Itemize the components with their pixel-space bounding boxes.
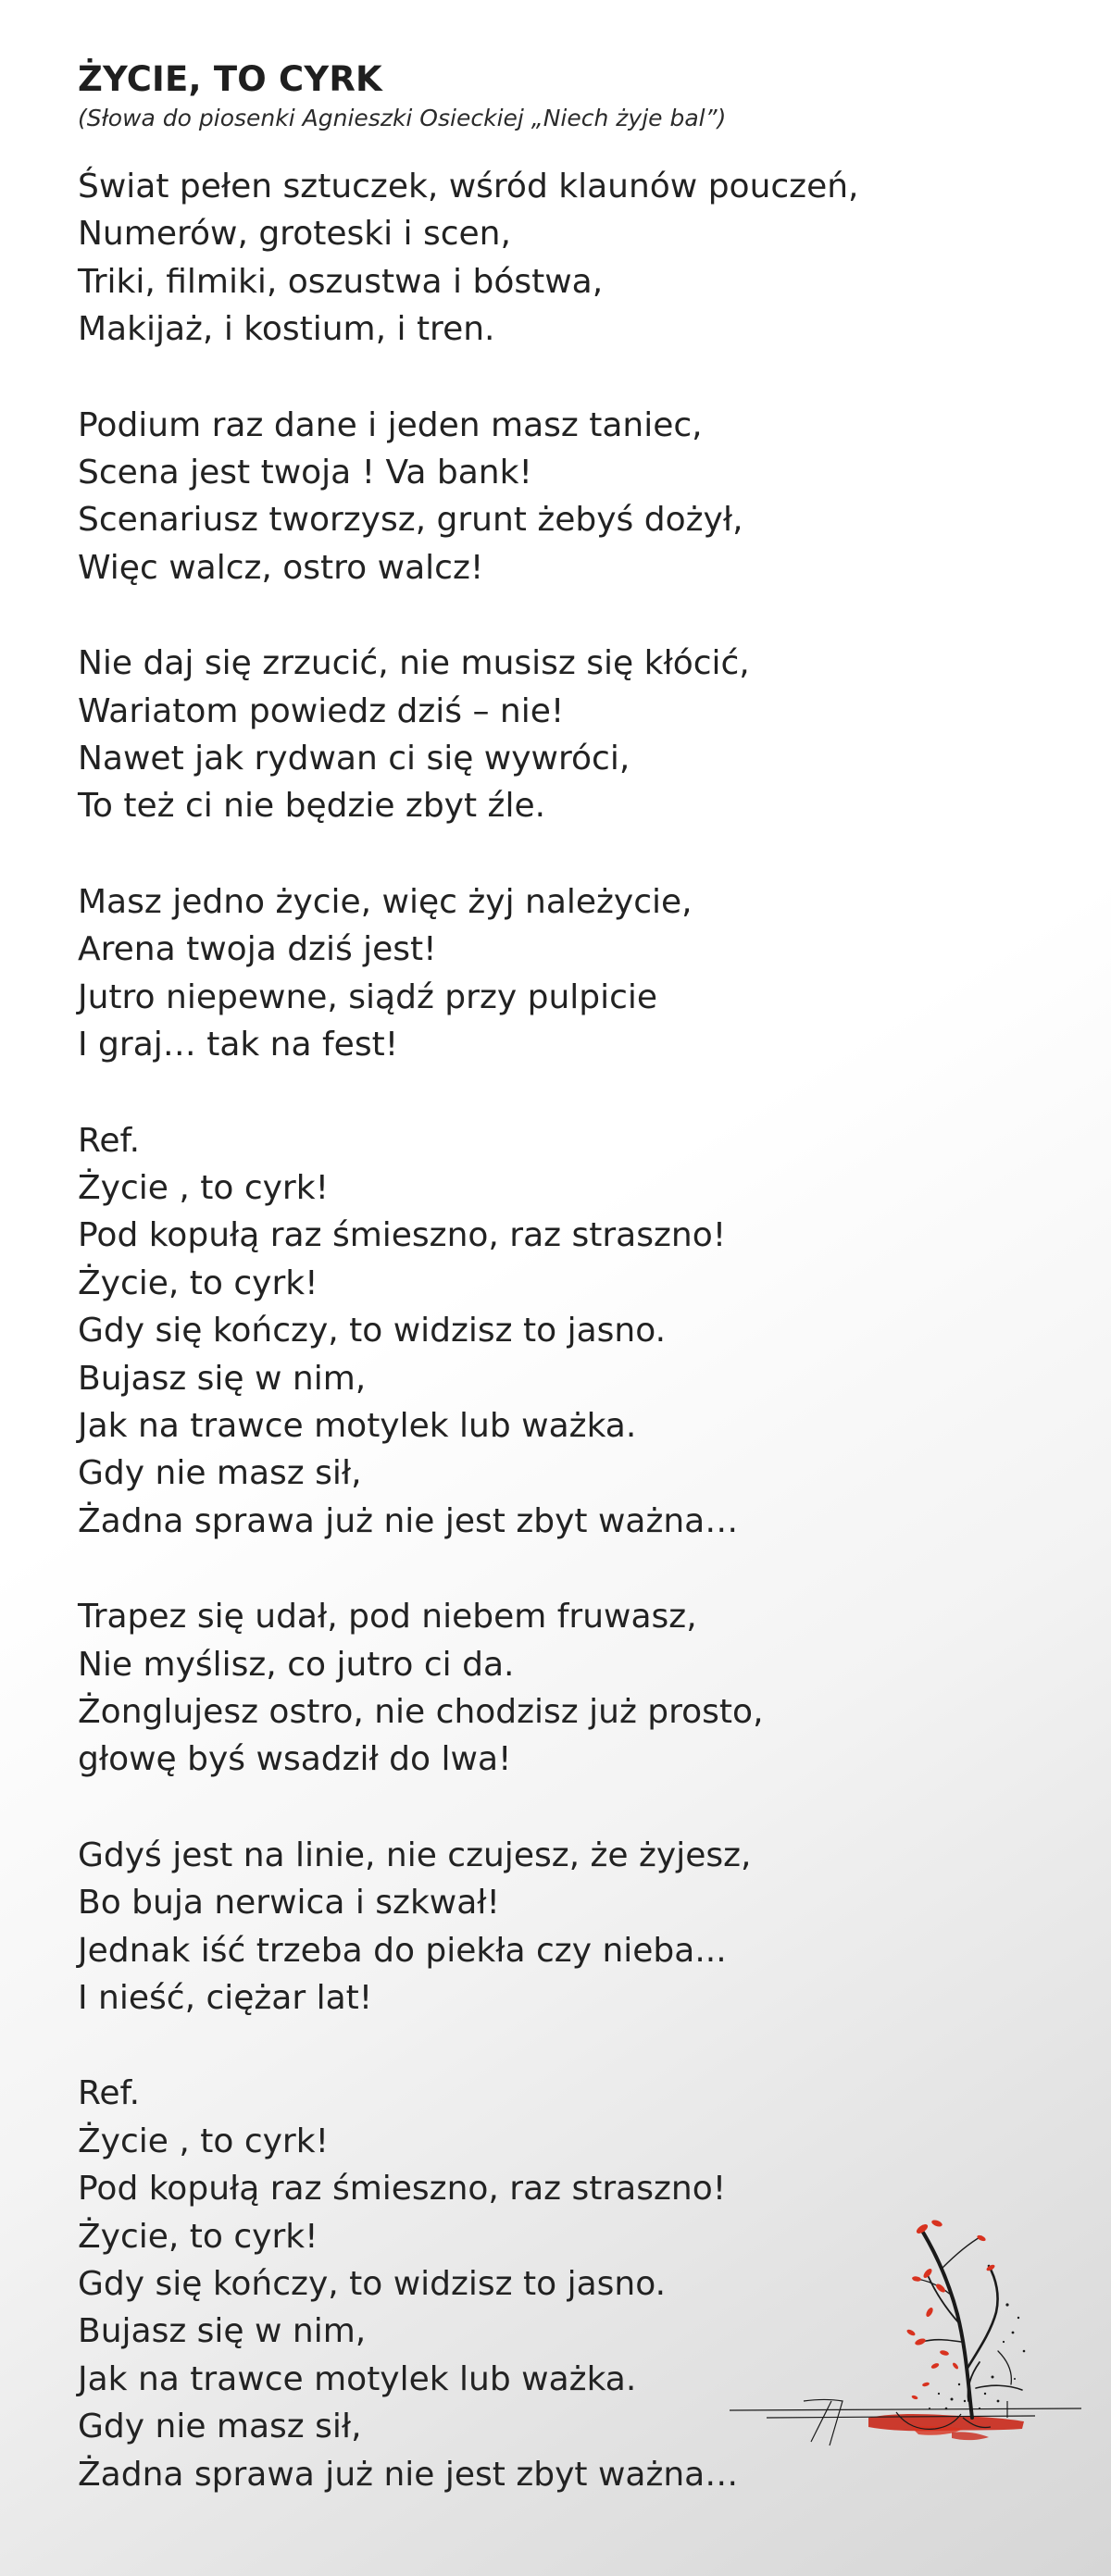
poem-line: Świat pełen sztuczek, wśród klaunów pouczeń, (78, 168, 859, 205)
poem-subtitle: (Słowa do piosenki Agnieszki Osieckiej „Niech żyje bal”) (78, 105, 727, 131)
poem-line: Jak na trawce motylek lub ważka. (78, 2359, 637, 2398)
poem-line: Ref. (78, 2074, 141, 2113)
stanza (78, 163, 1059, 354)
poem-line: Numerów, groteski i scen, (78, 215, 511, 254)
poem-line: Gdy się kończy, to widzisz to jasno. (78, 2265, 667, 2304)
poem-line: Masz jedno życie, więc żyj należycie, (78, 882, 693, 921)
poem-line: Życie , to cyrk! (78, 2122, 330, 2160)
poem-document (78, 57, 1059, 2498)
poem-line: To też ci nie będzie zbyt źle. (78, 787, 546, 826)
poem-line: I graj… tak na fest! (78, 1026, 399, 1064)
poem-line: Gdy nie masz sił, (78, 2408, 362, 2446)
poem-line: Nie daj się zrzucić, nie musisz się kłócić, (78, 644, 750, 683)
poem-line: Bo buja nerwica i szkwał! (78, 1884, 500, 1923)
stanza (78, 878, 1059, 1069)
poem-line: Scena jest twoja ! Va bank! (78, 454, 532, 492)
poem-line: Ref. (78, 1121, 141, 1160)
poem-line: Jutro niepewne, siądź przy pulpicie (78, 977, 658, 1016)
poem-line: Makijaż, i kostium, i tren. (78, 310, 495, 349)
poem-line: Bujasz się w nim, (78, 2312, 367, 2351)
poem-line: Nawet jak rydwan ci się wywróci, (78, 740, 630, 778)
ground-splash (868, 2414, 1024, 2440)
stanza (78, 1117, 1059, 1546)
poem-line: Gdy się kończy, to widzisz to jasno. (78, 1312, 667, 1350)
poem-line: Trapez się udał, pod niebem fruwasz, (78, 1598, 697, 1636)
poem-line: Życie, to cyrk! (78, 1263, 318, 1302)
poem-line: Podium raz dane i jeden masz taniec, (78, 405, 703, 444)
poem-line: Żonglujesz ostro, nie chodzisz już prosto, (78, 1692, 764, 1731)
poem-line: Żadna sprawa już nie jest zbyt ważna… (78, 2455, 739, 2494)
poem-line: Jak na trawce motylek lub ważka. (78, 1406, 637, 1445)
stanza (78, 1832, 1059, 2022)
poem-line: Triki, filmiki, oszustwa i bóstwa, (78, 262, 604, 301)
poem-line: Pod kopułą raz śmieszno, raz straszno! (78, 2170, 727, 2209)
poem-line: Żadna sprawa już nie jest zbyt ważna… (78, 1501, 739, 1540)
poem-title: ŻYCIE, TO CYRK (78, 59, 382, 99)
poem-line: Jednak iść trzeba do piekła czy nieba... (78, 1931, 727, 1970)
poem-line: Nie myślisz, co jutro ci da. (78, 1645, 515, 1684)
poem-line: Pod kopułą raz śmieszno, raz straszno! (78, 1216, 727, 1255)
stanza (78, 402, 1059, 592)
tree-branches (917, 2231, 1022, 2418)
red-leaves (905, 2219, 995, 2400)
poem-line: Scenariusz tworzysz, grunt żebyś dożył, (78, 501, 743, 540)
speckles (929, 2303, 1025, 2409)
poem-line: Gdyś jest na linie, nie czujesz, że żyjesz, (78, 1836, 752, 1874)
tree-illustration (730, 2203, 1087, 2471)
poem-line: głowę byś wsadził do lwa! (78, 1740, 512, 1779)
stanza (78, 1593, 1059, 1784)
poem-line: Życie , to cyrk! (78, 1168, 330, 1207)
poem-line: Gdy nie masz sił, (78, 1454, 362, 1493)
poem-line: Bujasz się w nim, (78, 1359, 367, 1398)
poem-line: Życie, to cyrk! (78, 2217, 318, 2256)
poem-line: I nieść, ciężar lat! (78, 1979, 373, 2017)
poem-line: Arena twoja dziś jest! (78, 930, 437, 969)
poem-body (78, 163, 1059, 2498)
poem-line: Więc walcz, ostro walcz! (78, 548, 484, 587)
poem-line: Wariatom powiedz dziś – nie! (78, 691, 565, 730)
stanza (78, 640, 1059, 830)
